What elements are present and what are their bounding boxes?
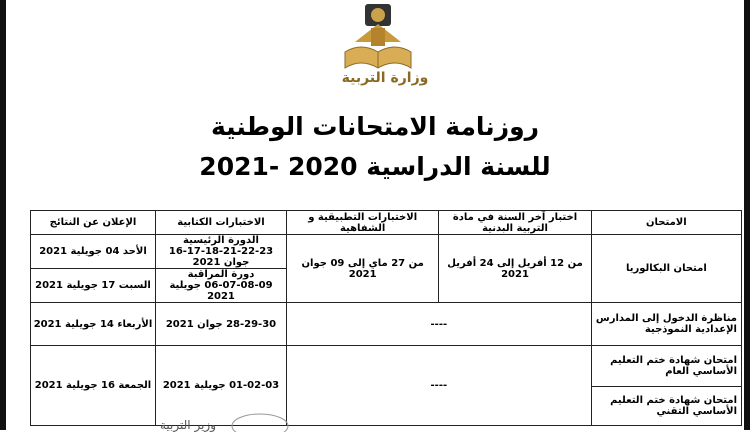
table-row — [31, 346, 742, 387]
ministry-name: وزارة التربية — [341, 70, 429, 86]
bac-control-session-cell — [155, 269, 286, 303]
bac-main-session-cell — [155, 235, 286, 269]
bac-control-results-cell: السبت 17 جويلية 2021 — [31, 269, 156, 303]
bac-pe-cell: من 12 أفريل إلى 24 أفريل 2021 — [439, 235, 591, 303]
prep-written-cell: 28-29-30 جوان 2021 — [155, 303, 286, 346]
signature-label: وزير التربية — [160, 418, 216, 432]
basic-technical-exam-cell: امتحان شهادة ختم التعليم الأساسي التقني — [591, 387, 741, 426]
bac-exam-cell: امتحان البكالوريا — [591, 235, 741, 303]
stamp-icon — [230, 412, 290, 432]
exam-calendar-table — [30, 210, 742, 426]
page-title: روزنامة الامتحانات الوطنية — [210, 112, 540, 141]
basic-merged-cell: ---- — [287, 346, 592, 426]
column-header-practical: الاختبارات التطبيقية و الشفاهية — [287, 211, 439, 235]
bac-main-session-dates: 16-17-18-21-22-23 جوان 2021 — [168, 246, 274, 268]
column-header-written: الاختبارات الكتابية — [155, 211, 286, 235]
table-row — [31, 303, 742, 346]
bac-control-session-dates: 06-07-08-09 جويلية 2021 — [169, 280, 273, 302]
bac-main-session-title: الدورة الرئيسية — [183, 235, 259, 246]
bac-main-results-cell: الأحد 04 جويلية 2021 — [31, 235, 156, 269]
basic-general-exam-cell: امتحان شهادة ختم التعليم الأساسي العام — [591, 346, 741, 387]
basic-results-cell: الجمعة 16 جويلية 2021 — [31, 346, 156, 426]
column-header-exam: الامتحان — [591, 211, 741, 235]
bac-practical-cell: من 27 ماي إلى 09 جوان 2021 — [287, 235, 439, 303]
column-header-results: الإعلان عن النتائج — [31, 211, 156, 235]
table-header-row — [31, 211, 742, 235]
page-subtitle: للسنة الدراسية 2020 -2021 — [199, 152, 551, 181]
prep-merged-cell: ---- — [287, 303, 592, 346]
column-header-pe: اختبار آخر السنة في مادة التربية البدنية — [439, 211, 591, 235]
prep-exam-cell: مناظرة الدخول إلى المدارس الإعدادية النموذجية — [591, 303, 741, 346]
prep-results-cell: الأربعاء 14 جويلية 2021 — [31, 303, 156, 346]
basic-written-cell: 01-02-03 جويلية 2021 — [155, 346, 286, 426]
bac-control-session-title: دورة المراقبة — [187, 269, 255, 280]
table-row — [31, 235, 742, 269]
